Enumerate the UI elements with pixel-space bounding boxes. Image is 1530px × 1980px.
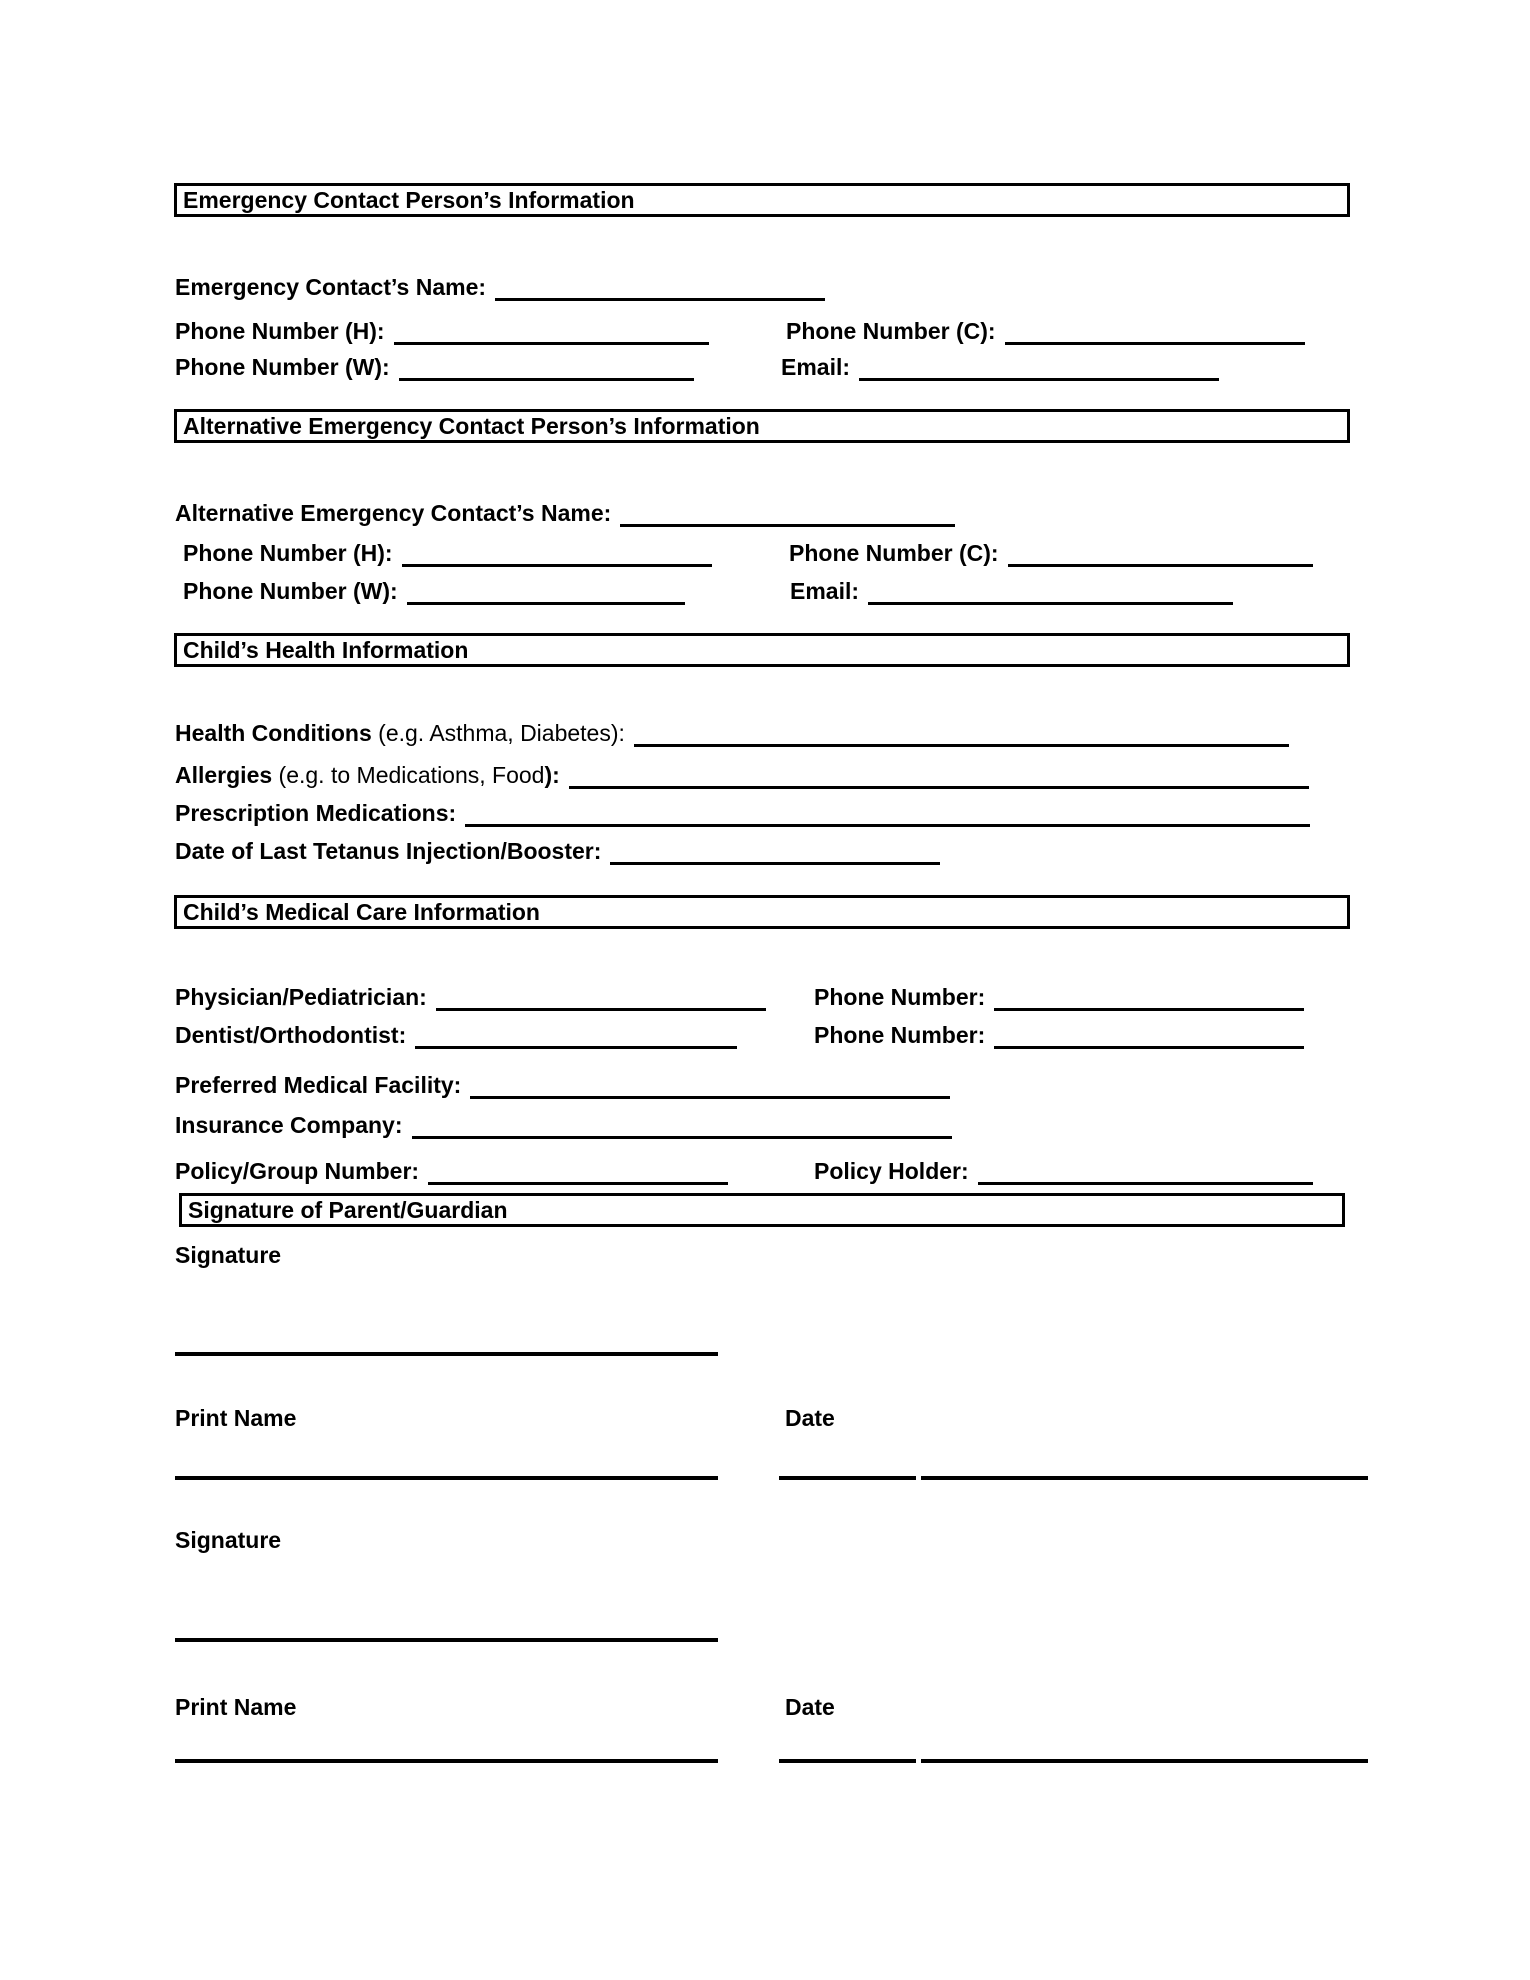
date-label-1: Date — [785, 1405, 835, 1431]
form-row — [175, 1106, 952, 1138]
form-row — [175, 494, 955, 526]
section-header-label: Emergency Contact Person’s Information — [183, 186, 635, 213]
section-header-child-medical-care — [174, 895, 1350, 929]
date-line-2-short[interactable] — [779, 1759, 916, 1763]
dentist-label: Dentist/Orthodontist: — [175, 1022, 407, 1048]
date-line-1-short[interactable] — [779, 1476, 916, 1480]
alt-phone-work-input[interactable] — [407, 578, 685, 605]
phone-home-label: Phone Number (H): — [175, 318, 385, 344]
physician-phone-input[interactable] — [994, 984, 1304, 1011]
section-header-signature — [179, 1193, 1345, 1227]
date-line-1-long[interactable] — [921, 1476, 1368, 1480]
prescription-medications-input[interactable] — [465, 800, 1310, 827]
section-header-child-health — [174, 633, 1350, 667]
section-header-emergency-contact — [174, 183, 1350, 217]
email-label: Email: — [781, 354, 851, 380]
signature-line-1[interactable] — [175, 1352, 718, 1356]
allergies-input[interactable] — [569, 762, 1309, 789]
health-conditions-hint: (e.g. Asthma, Diabetes): — [371, 720, 625, 746]
form-row — [175, 1152, 969, 1184]
alt-phone-work-label: Phone Number (W): — [183, 578, 398, 604]
alt-phone-cell-input[interactable] — [1008, 540, 1313, 567]
print-name-line-2[interactable] — [175, 1759, 718, 1763]
alt-phone-home-input[interactable] — [402, 540, 712, 567]
policy-number-input[interactable] — [428, 1158, 728, 1185]
form-row — [175, 268, 825, 300]
policy-holder-input[interactable] — [978, 1158, 1313, 1185]
form-row — [175, 348, 851, 380]
medical-facility-input[interactable] — [470, 1072, 950, 1099]
form-row — [175, 756, 1309, 788]
email-input[interactable] — [859, 354, 1219, 381]
insurance-company-input[interactable] — [412, 1112, 952, 1139]
signature-label-2: Signature — [175, 1527, 282, 1553]
print-name-label-2: Print Name — [175, 1694, 297, 1720]
form-row — [175, 1066, 950, 1098]
form-row — [175, 978, 986, 1010]
date-line-2-long[interactable] — [921, 1759, 1368, 1763]
section-header-label: Child’s Health Information — [183, 636, 469, 663]
form-row — [175, 794, 1310, 826]
insurance-company-label: Insurance Company: — [175, 1112, 403, 1138]
form-row — [183, 572, 860, 604]
allergies-label: Allergies — [175, 762, 273, 788]
form-row — [175, 1016, 986, 1048]
emergency-contact-name-input[interactable] — [495, 274, 825, 301]
tetanus-date-input[interactable] — [610, 838, 940, 865]
section-header-label: Child’s Medical Care Information — [183, 898, 540, 925]
allergies-hint: (e.g. to Medications, Food — [272, 762, 545, 788]
policy-holder-label: Policy Holder: — [814, 1158, 969, 1184]
phone-home-input[interactable] — [394, 318, 709, 345]
phone-work-input[interactable] — [399, 354, 694, 381]
alt-contact-name-input[interactable] — [620, 500, 955, 527]
dentist-phone-label: Phone Number: — [814, 1022, 986, 1048]
emergency-contact-name-label: Emergency Contact’s Name: — [175, 274, 487, 300]
print-name-line-1[interactable] — [175, 1476, 718, 1480]
date-label-2: Date — [785, 1694, 835, 1720]
medical-facility-label: Preferred Medical Facility: — [175, 1072, 462, 1098]
prescription-medications-label: Prescription Medications: — [175, 800, 457, 826]
form-row — [175, 312, 996, 344]
phone-cell-input[interactable] — [1005, 318, 1305, 345]
alt-email-input[interactable] — [868, 578, 1233, 605]
form-row — [175, 714, 1289, 746]
alt-phone-home-label: Phone Number (H): — [183, 540, 393, 566]
allergies-label-end: ): — [544, 762, 560, 788]
physician-label: Physician/Pediatrician: — [175, 984, 427, 1010]
phone-cell-label: Phone Number (C): — [786, 318, 996, 344]
form-row — [175, 832, 940, 864]
dentist-phone-input[interactable] — [994, 1022, 1304, 1049]
alt-phone-cell-label: Phone Number (C): — [789, 540, 999, 566]
dentist-input[interactable] — [415, 1022, 737, 1049]
alt-contact-name-label: Alternative Emergency Contact’s Name: — [175, 500, 612, 526]
tetanus-date-label: Date of Last Tetanus Injection/Booster: — [175, 838, 602, 864]
form-row — [183, 534, 999, 566]
physician-phone-label: Phone Number: — [814, 984, 986, 1010]
health-conditions-label: Health Conditions — [175, 720, 372, 746]
section-header-alt-emergency-contact — [174, 409, 1350, 443]
signature-line-2[interactable] — [175, 1638, 718, 1642]
alt-email-label: Email: — [790, 578, 860, 604]
signature-label-1: Signature — [175, 1242, 282, 1268]
print-name-label-1: Print Name — [175, 1405, 297, 1431]
section-header-label: Signature of Parent/Guardian — [188, 1196, 508, 1223]
physician-input[interactable] — [436, 984, 766, 1011]
health-conditions-input[interactable] — [634, 720, 1289, 747]
policy-number-label: Policy/Group Number: — [175, 1158, 420, 1184]
section-header-label: Alternative Emergency Contact Person’s Information — [183, 412, 760, 439]
phone-work-label: Phone Number (W): — [175, 354, 390, 380]
